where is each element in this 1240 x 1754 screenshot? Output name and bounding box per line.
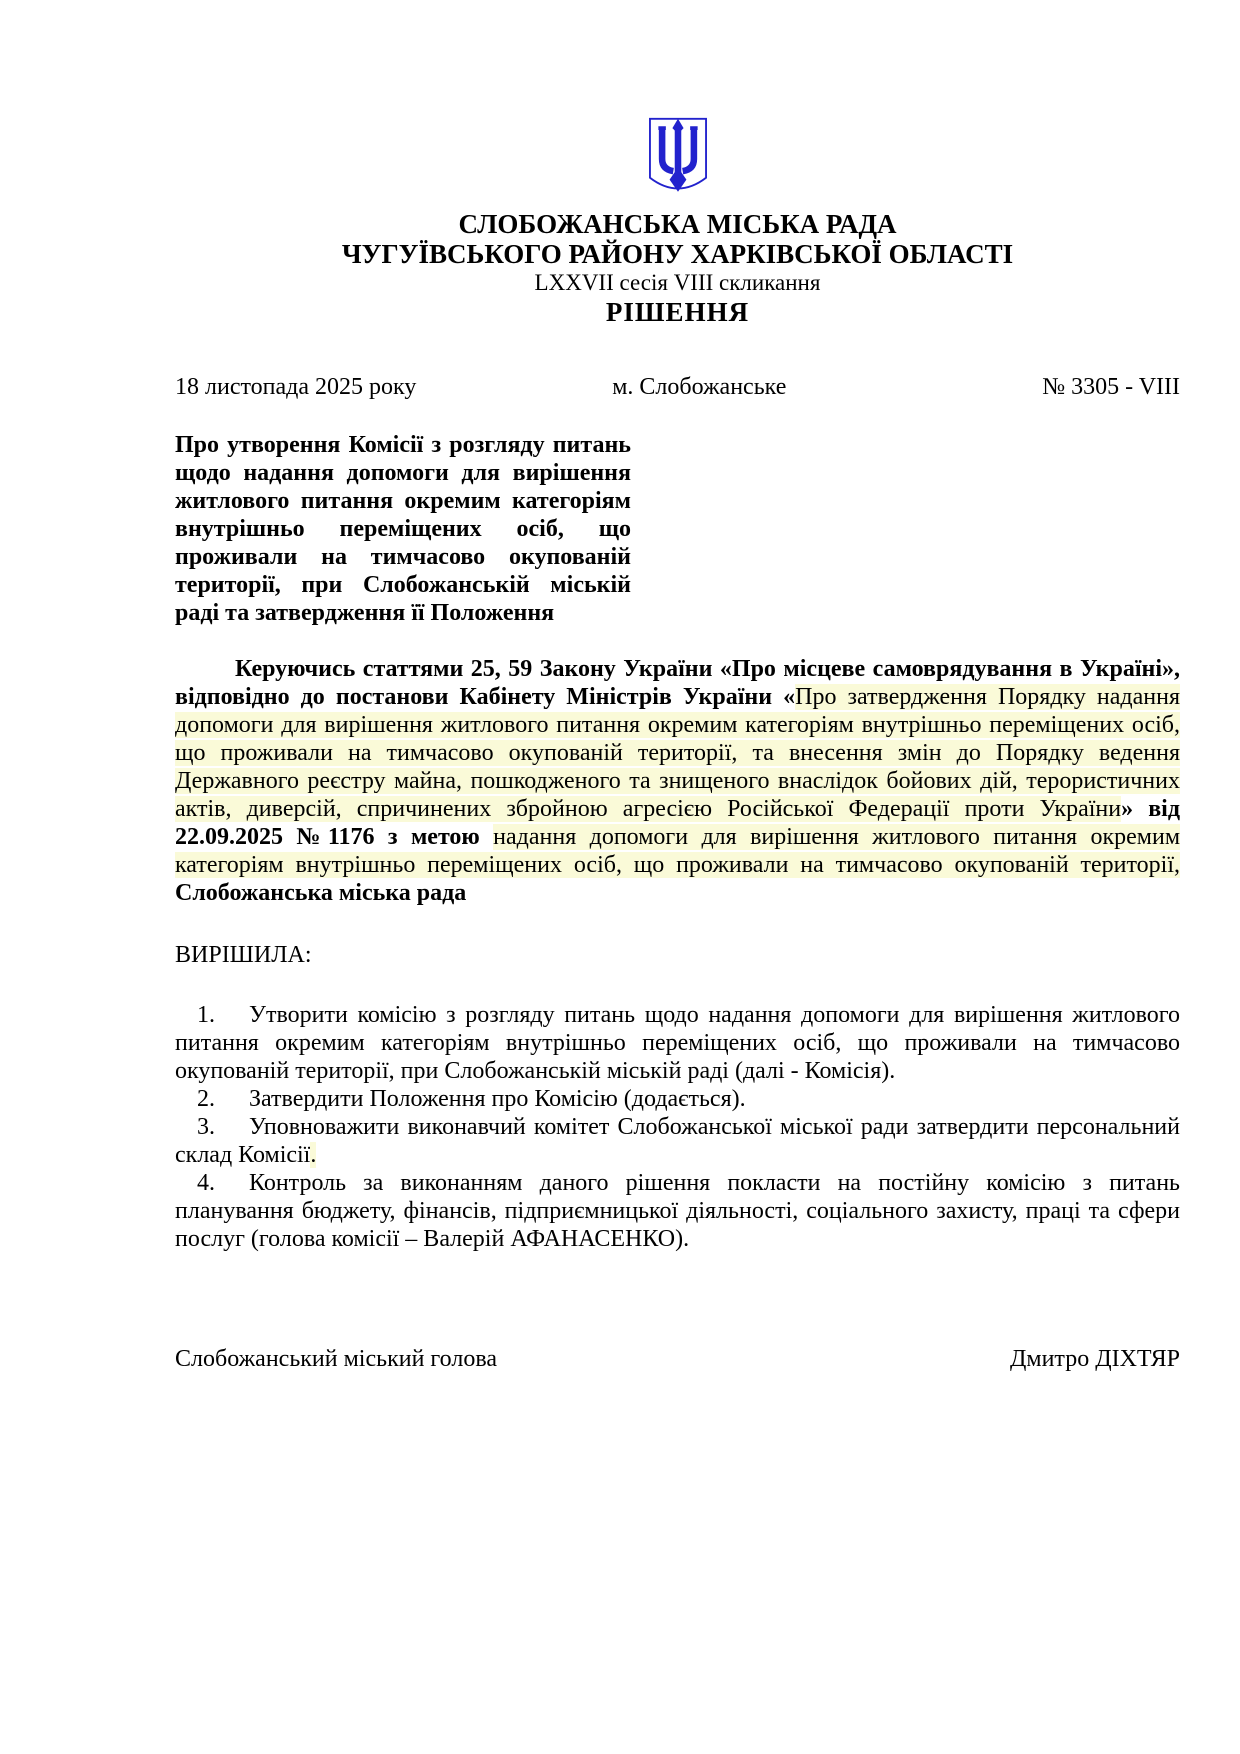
document-content	[175, 0, 1180, 1373]
signature-row	[175, 1345, 1180, 1373]
meta-row	[175, 373, 1180, 401]
document-place: м. Слобожанське	[612, 374, 787, 400]
preamble-segment-bold: » від 22.09.2025 №1176 з метою	[175, 796, 1180, 850]
document-date: 18 листопада 2025 року	[175, 374, 417, 400]
decision-item-text: Уповноважити виконавчий комітет Слобожанської міської ради затвердити персональний склад Комісії	[175, 1114, 1180, 1168]
preamble-segment-highlighted: надання допомоги для вирішення житлового питання окремим категоріям внутрішньо переміщених осіб, що проживали на тимчасово окупованій території,	[175, 824, 1181, 878]
ukraine-trident-icon	[646, 116, 710, 202]
decision-item-number: 3.	[197, 1114, 215, 1140]
decision-item-text: Контроль за виконанням даного рішення покласти на постійну комісію з питань планування бюджету, фінансів, підприємницької діяльності, соціального захисту, праці та сфери послуг (голова комісії – Валерій АФАНАСЕНКО).	[175, 1170, 1180, 1252]
preamble-segment-bold: Керуючись статтями 25, 59 Закону України «Про місцеве самоврядування в Україні», відповідно до постанови Кабінету Міністрів України «	[175, 656, 1180, 710]
signature-position-title: Слобожанський міський голова	[175, 1346, 497, 1372]
preamble-segment-bold: Слобожанська міська рада	[175, 880, 467, 906]
subject-paragraph: Про утворення Комісії з розгляду питань щодо надання допомоги для вирішення житлового питання окремим категоріям внутрішньо переміщених осіб, що проживали на тимчасово окупованій території, при Слобожанській міській раді та затвердження її Положення	[175, 432, 631, 626]
document-type-title: РІШЕННЯ	[605, 297, 750, 327]
decision-item	[175, 1169, 1180, 1253]
session-line: LXXVII сесія VIII скликання	[534, 270, 821, 295]
district-name: ЧУГУЇВСЬКОГО РАЙОНУ ХАРКІВСЬКОЇ ОБЛАСТІ	[341, 239, 1014, 269]
preamble-paragraph	[175, 655, 1180, 907]
decision-item-number: 2.	[197, 1086, 215, 1112]
signature-name: Дмитро ДІХТЯР	[1010, 1346, 1180, 1372]
decision-item-number: 1.	[197, 1002, 215, 1028]
resolved-label: ВИРІШИЛА:	[175, 942, 312, 968]
decision-item-number: 4.	[197, 1170, 215, 1196]
decision-item-text: Утворити комісію з розгляду питань щодо надання допомоги для вирішення житлового питання окремим категоріям внутрішньо переміщених осіб, що проживали на тимчасово окупованій території, при Слобожанській міській раді (далі - Комісія).	[175, 1002, 1180, 1084]
decision-item-text: Затвердити Положення про Комісію (додається).	[249, 1086, 746, 1112]
decision-item-highlighted-suffix: .	[310, 1142, 317, 1168]
document-number: № 3305 - VIII	[1042, 374, 1180, 400]
decisions-list	[175, 1001, 1180, 1253]
decision-item	[175, 1085, 1180, 1113]
decision-item	[175, 1113, 1180, 1169]
preamble-segment-highlighted: Про затвердження Порядку надання допомоги для вирішення житлового питання окремим категоріям внутрішньо переміщених осіб, що проживали на тимчасово окупованій території, та внесення змін до Порядку ведення Державного реєстру майна, пошкодженого та знищеного внаслідок бойових дій, терористичних актів, диверсій, спричинених збройною агресією Російської Федерації проти України	[175, 684, 1181, 822]
council-name: СЛОБОЖАНСЬКА МІСЬКА РАДА	[458, 209, 897, 239]
emblem	[175, 116, 1180, 207]
decision-item	[175, 1001, 1180, 1085]
